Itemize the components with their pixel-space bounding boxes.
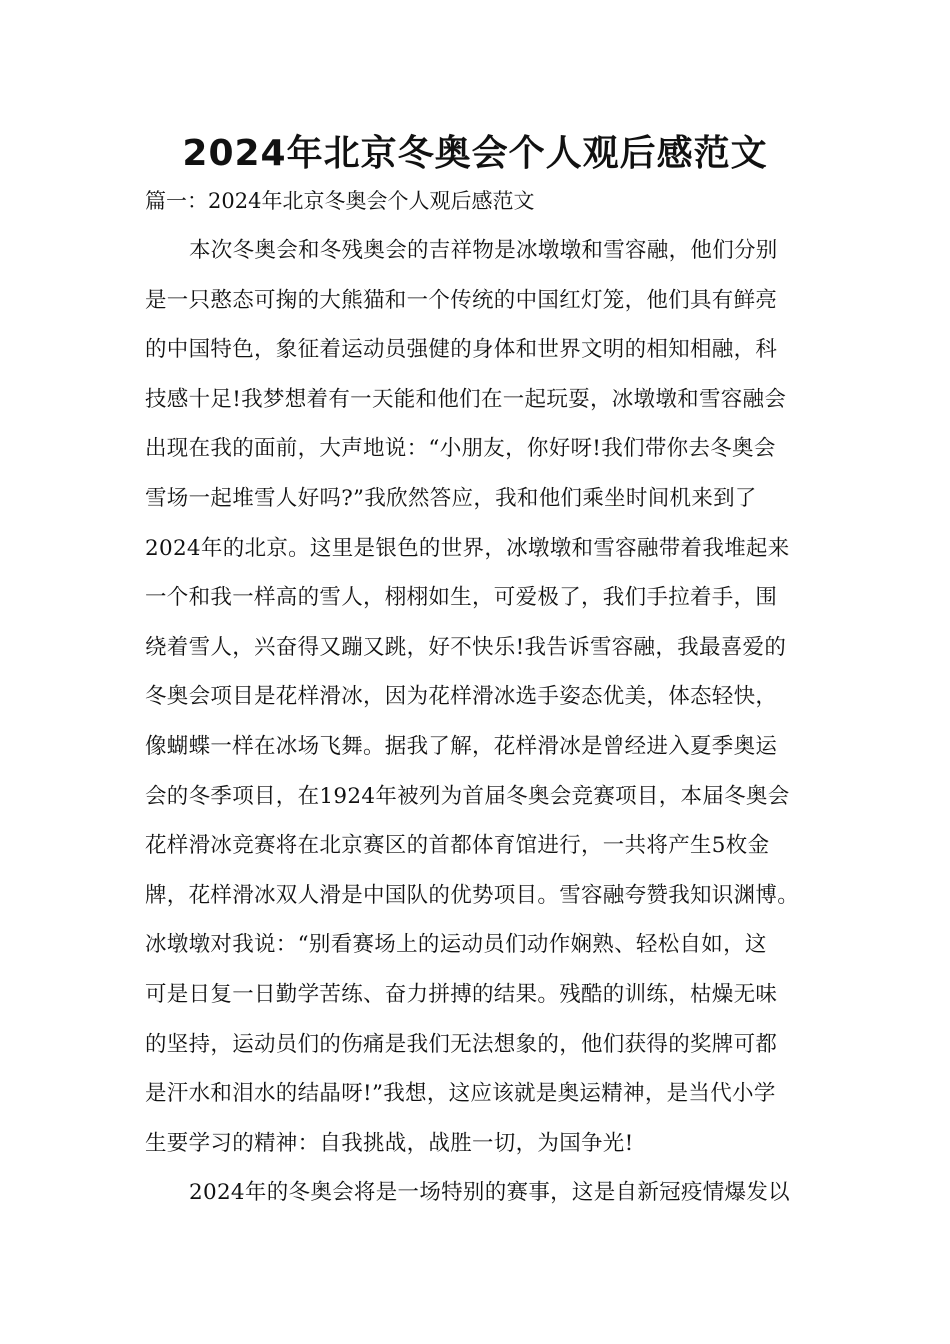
paragraph-line: 是汗水和泪水的结晶呀!”我想，这应该就是奥运精神，是当代小学 (145, 1081, 776, 1107)
paragraph-line: 会的冬季项目，在1924年被列为首届冬奥会竞赛项目，本届冬奥会 (145, 783, 790, 809)
paragraph-line: 本次冬奥会和冬残奥会的吉祥物是冰墩墩和雪容融，他们分别 (189, 238, 778, 263)
document-title: 2024年北京冬奥会个人观后感范文 (182, 133, 768, 174)
paragraph-line: 的中国特色，象征着运动员强健的身体和世界文明的相知相融，科 (145, 337, 778, 363)
paragraph-line: 的坚持，运动员们的伤痛是我们无法想象的，他们获得的奖牌可都 (145, 1031, 778, 1057)
paragraph-line: 生要学习的精神：自我挑战，战胜一切，为国争光! (145, 1130, 634, 1156)
paragraph-line: 冰墩墩对我说：“别看赛场上的运动员们动作娴熟、轻松自如，这 (145, 932, 767, 958)
body-text (145, 232, 825, 1224)
paragraph-line: 可是日复一日勤学苦练、奋力拼搏的结果。残酷的训练，枯燥无味 (145, 981, 778, 1007)
paragraph-line: 牌，花样滑冰双人滑是中国队的优势项目。雪容融夸赞我知识渊博。 (145, 882, 800, 908)
paragraph-line: 出现在我的面前，大声地说：“小朋友，你好呀!我们带你去冬奥会 (145, 436, 776, 462)
document-subtitle: 篇一：2024年北京冬奥会个人观后感范文 (145, 189, 535, 213)
paragraph-line: 技感十足!我梦想着有一天能和他们在一起玩耍，冰墩墩和雪容融会 (145, 386, 787, 412)
paragraph-line: 2024年的冬奥会将是一场特别的赛事，这是自新冠疫情爆发以 (189, 1180, 790, 1206)
paragraph-line: 像蝴蝶一样在冰场飞舞。据我了解，花样滑冰是曾经进入夏季奥运 (145, 733, 778, 759)
paragraph-line: 一个和我一样高的雪人，栩栩如生，可爱极了，我们手拉着手，围 (145, 585, 778, 611)
paragraph-line: 雪场一起堆雪人好吗?”我欣然答应，我和他们乘坐时间机来到了 (145, 485, 757, 511)
paragraph-line: 花样滑冰竞赛将在北京赛区的首都体育馆进行，一共将产生5枚金 (145, 833, 770, 859)
paragraph-line: 冬奥会项目是花样滑冰，因为花样滑冰选手姿态优美，体态轻快， (145, 684, 778, 710)
paragraph-line: 是一只憨态可掬的大熊猫和一个传统的中国红灯笼，他们具有鲜亮 (145, 287, 778, 313)
paragraph-line: 绕着雪人，兴奋得又蹦又跳，好不快乐!我告诉雪容融，我最喜爱的 (145, 634, 787, 660)
paragraph-line: 2024年的北京。这里是银色的世界，冰墩墩和雪容融带着我堆起来 (145, 535, 790, 561)
